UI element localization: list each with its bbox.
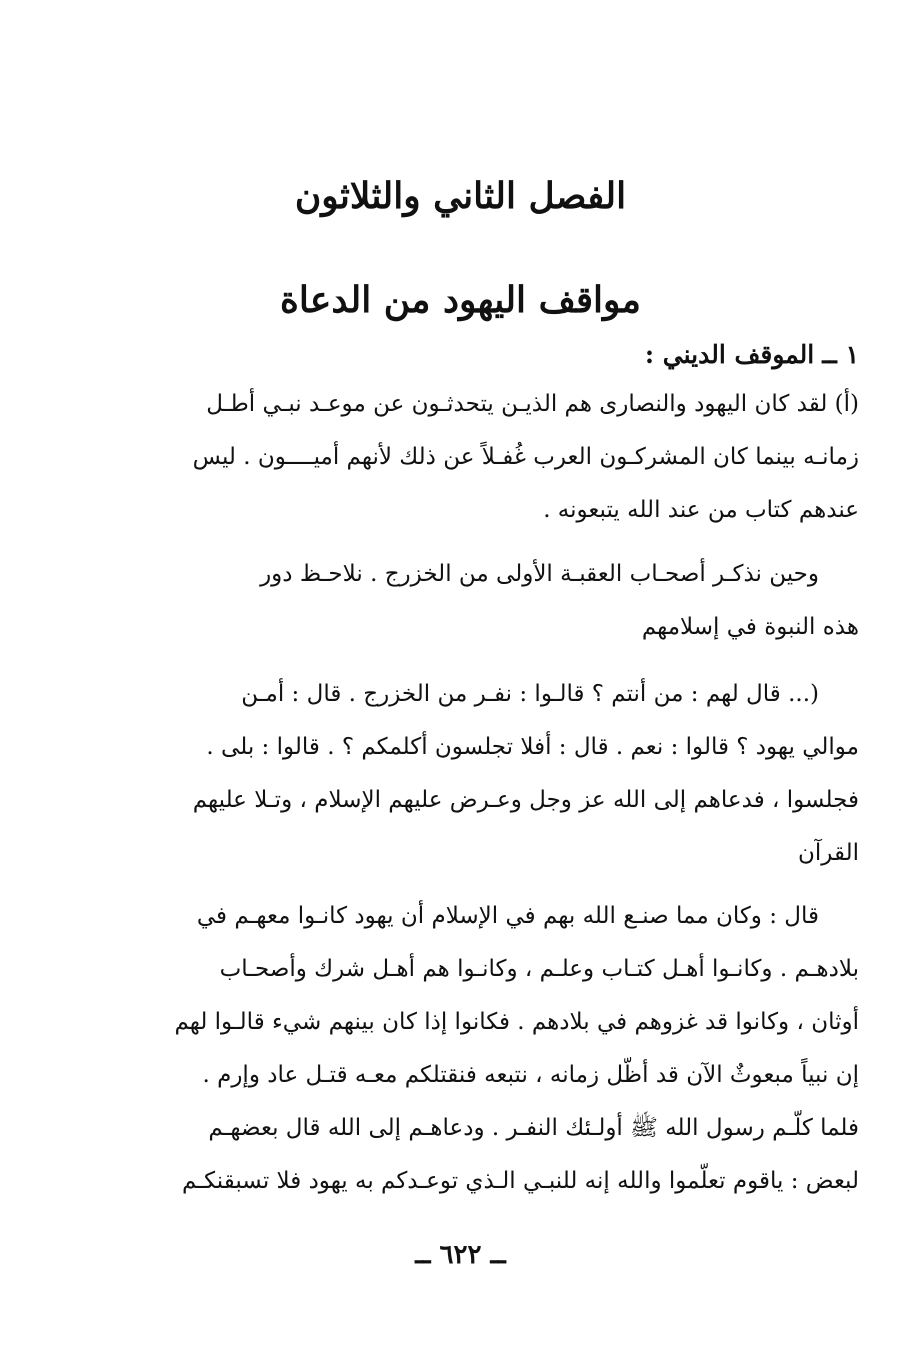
paragraph-line: أوثان ، وكانوا قد غزوهم في بلادهم . فكانوا إذا كان بينهم شيء قالـوا لهم: [174, 1009, 859, 1035]
paragraph-line: وحين نذكـر أصحـاب العقبـة الأولى من الخزرج . نلاحـظ دور: [260, 561, 819, 587]
paragraph-1: [109, 378, 859, 537]
paragraph-line: موالي يهود ؟ قالوا : نعم . قال : أفلا تجلسون أكلمكم ؟ . قالوا : بلى .: [206, 734, 859, 760]
paragraph-line: عندهم كتاب من عند الله يتبعونه .: [543, 497, 859, 523]
paragraph-line: إن نبياً مبعوثٌ الآن قد أظّل زمانه ، نتبعه فنقتلكم معـه قتـل عاد وإرم .: [202, 1062, 859, 1088]
paragraph-line: (... قال لهم : من أنتم ؟ قالـوا : نفـر من الخزرج . قال : أمـن: [241, 681, 819, 707]
paragraph-line: القرآن: [797, 840, 859, 866]
paragraph-line: قال : وكان مما صنـع الله بهم في الإسلام أن يهود كانـوا معهـم في: [196, 903, 819, 929]
heading-label: الموقف الديني :: [644, 340, 815, 369]
paragraph-line: (أ) لقد كان اليهود والنصارى هم الذيـن يتحدثـون عن موعـد نبـي أطـل: [206, 391, 859, 417]
heading-number: ١ ــ: [822, 340, 859, 369]
paragraph-line: زمانـه بينما كان المشركـون العرب غُفـلاً عن ذلك لأنهم أميــــون . ليس: [192, 444, 859, 470]
paragraph-line: فلما كلّـم رسول الله ﷺ أولـئك النفـر . ودعاهـم إلى الله قال بعضهـم: [208, 1115, 859, 1141]
chapter-title: الفصل الثاني والثلاثون: [294, 175, 627, 217]
paragraph-line: بلادهـم . وكانـوا أهـل كتـاب وعلـم ، وكانـوا هم أهـل شرك وأصحـاب: [219, 956, 859, 982]
paragraph-3: [109, 668, 859, 880]
paragraph-line: هذه النبوة في إسلامهم: [641, 614, 859, 640]
paragraph-2: [109, 548, 859, 654]
paragraph-line: فجلسوا ، فدعاهم إلى الله عز وجل وعـرض عليهم الإسلام ، وتـلا عليهم: [192, 787, 859, 813]
paragraph-4: [109, 890, 859, 1208]
paragraph-line: لبعض : ياقوم تعلّموا والله إنه للنبـي الـذي توعـدكم به يهود فلا تسبقنكـم: [182, 1168, 859, 1194]
numbered-heading: [109, 330, 859, 380]
section-title: مواقف اليهود من الدعاة: [280, 279, 641, 321]
page-number: ــ ٦٢٢ ــ: [415, 1240, 506, 1270]
